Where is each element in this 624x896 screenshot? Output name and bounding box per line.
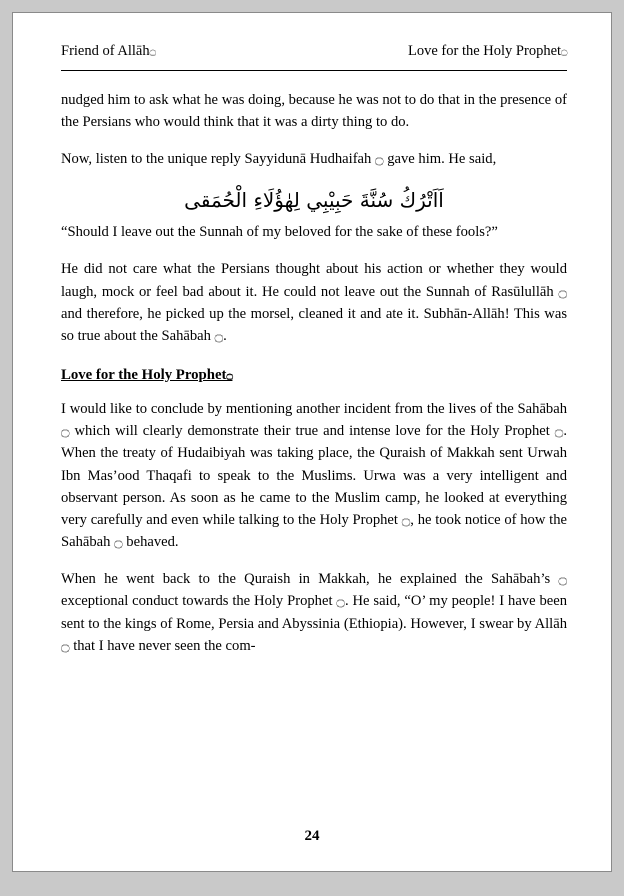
translation-quote: “Should I leave out the Sunnah of my beloved for the sake of these fools?” [61, 223, 498, 240]
paragraph-2: Now, listen to the unique reply Sayyidunā Hudhaifah ۝ gave him. He said, [61, 151, 497, 168]
section-heading-text: Love for the Holy Prophet [61, 367, 227, 384]
section-heading [61, 367, 567, 384]
honorific-symbol-icon: ۝ [149, 44, 156, 57]
running-header-left [61, 43, 156, 60]
paragraph-4: I would like to conclude by mentioning another incident from the lives of the Sahābah ۝ which will clearly demonstrate their true and intense love for the Holy Prophet ۝. When the treaty of Hudaibiyah was taking place, the Quraish of Makkah sent Urwah Ibn Mas’ood Thaqafi to speak to the Muslims. Urwa was a very intelligent and observant person. As soon as he came to the Muslim camp, he looked at everything very carefully and even while talking to the Holy Prophet ۝, he took notice of how the Sahābah ۝ behaved. [61, 401, 567, 551]
running-header-left-text: Friend of Allāh [61, 43, 150, 59]
page-content [61, 43, 567, 851]
running-header-right [408, 43, 567, 60]
honorific-symbol-icon: ۝ [561, 44, 567, 57]
paragraph-1: nudged him to ask what he was doing, because he was not to do that in the presence of the Persians who would think that it was a dirty thing to do. [61, 92, 567, 131]
paragraph-3: He did not care what the Persians thought about his action or whether they would laugh, mock or feel bad about it. He could not leave out the Sunnah of Rasūlullāh ۝ and therefore, he picked up the morsel, cleaned it and ate it. Subhān-Allāh! This was so true about the Sahābah ۝. [61, 261, 567, 344]
running-header-right-text: Love for the Holy Prophet [408, 43, 562, 59]
arabic-quotation: اَاَتْرُكُ سُنَّةَ حَبِيْبِي لِهٰؤُلَاءِ الْحُمَقى [184, 187, 444, 212]
page-number: 24 [304, 828, 320, 844]
running-header [61, 43, 567, 70]
honorific-symbol-icon: ۝ [226, 368, 233, 382]
header-divider [61, 70, 567, 71]
document-page [12, 12, 612, 872]
paragraph-5: When he went back to the Quraish in Makkah, he explained the Sahābah’s ۝ exceptional conduct towards the Holy Prophet ۝. He said, “O’ my people! I have been sent to the kings of Rome, Persia and Abyssinia (Ethiopia). However, I swear by Allāh ۝ that I have never seen the com- [61, 571, 568, 654]
